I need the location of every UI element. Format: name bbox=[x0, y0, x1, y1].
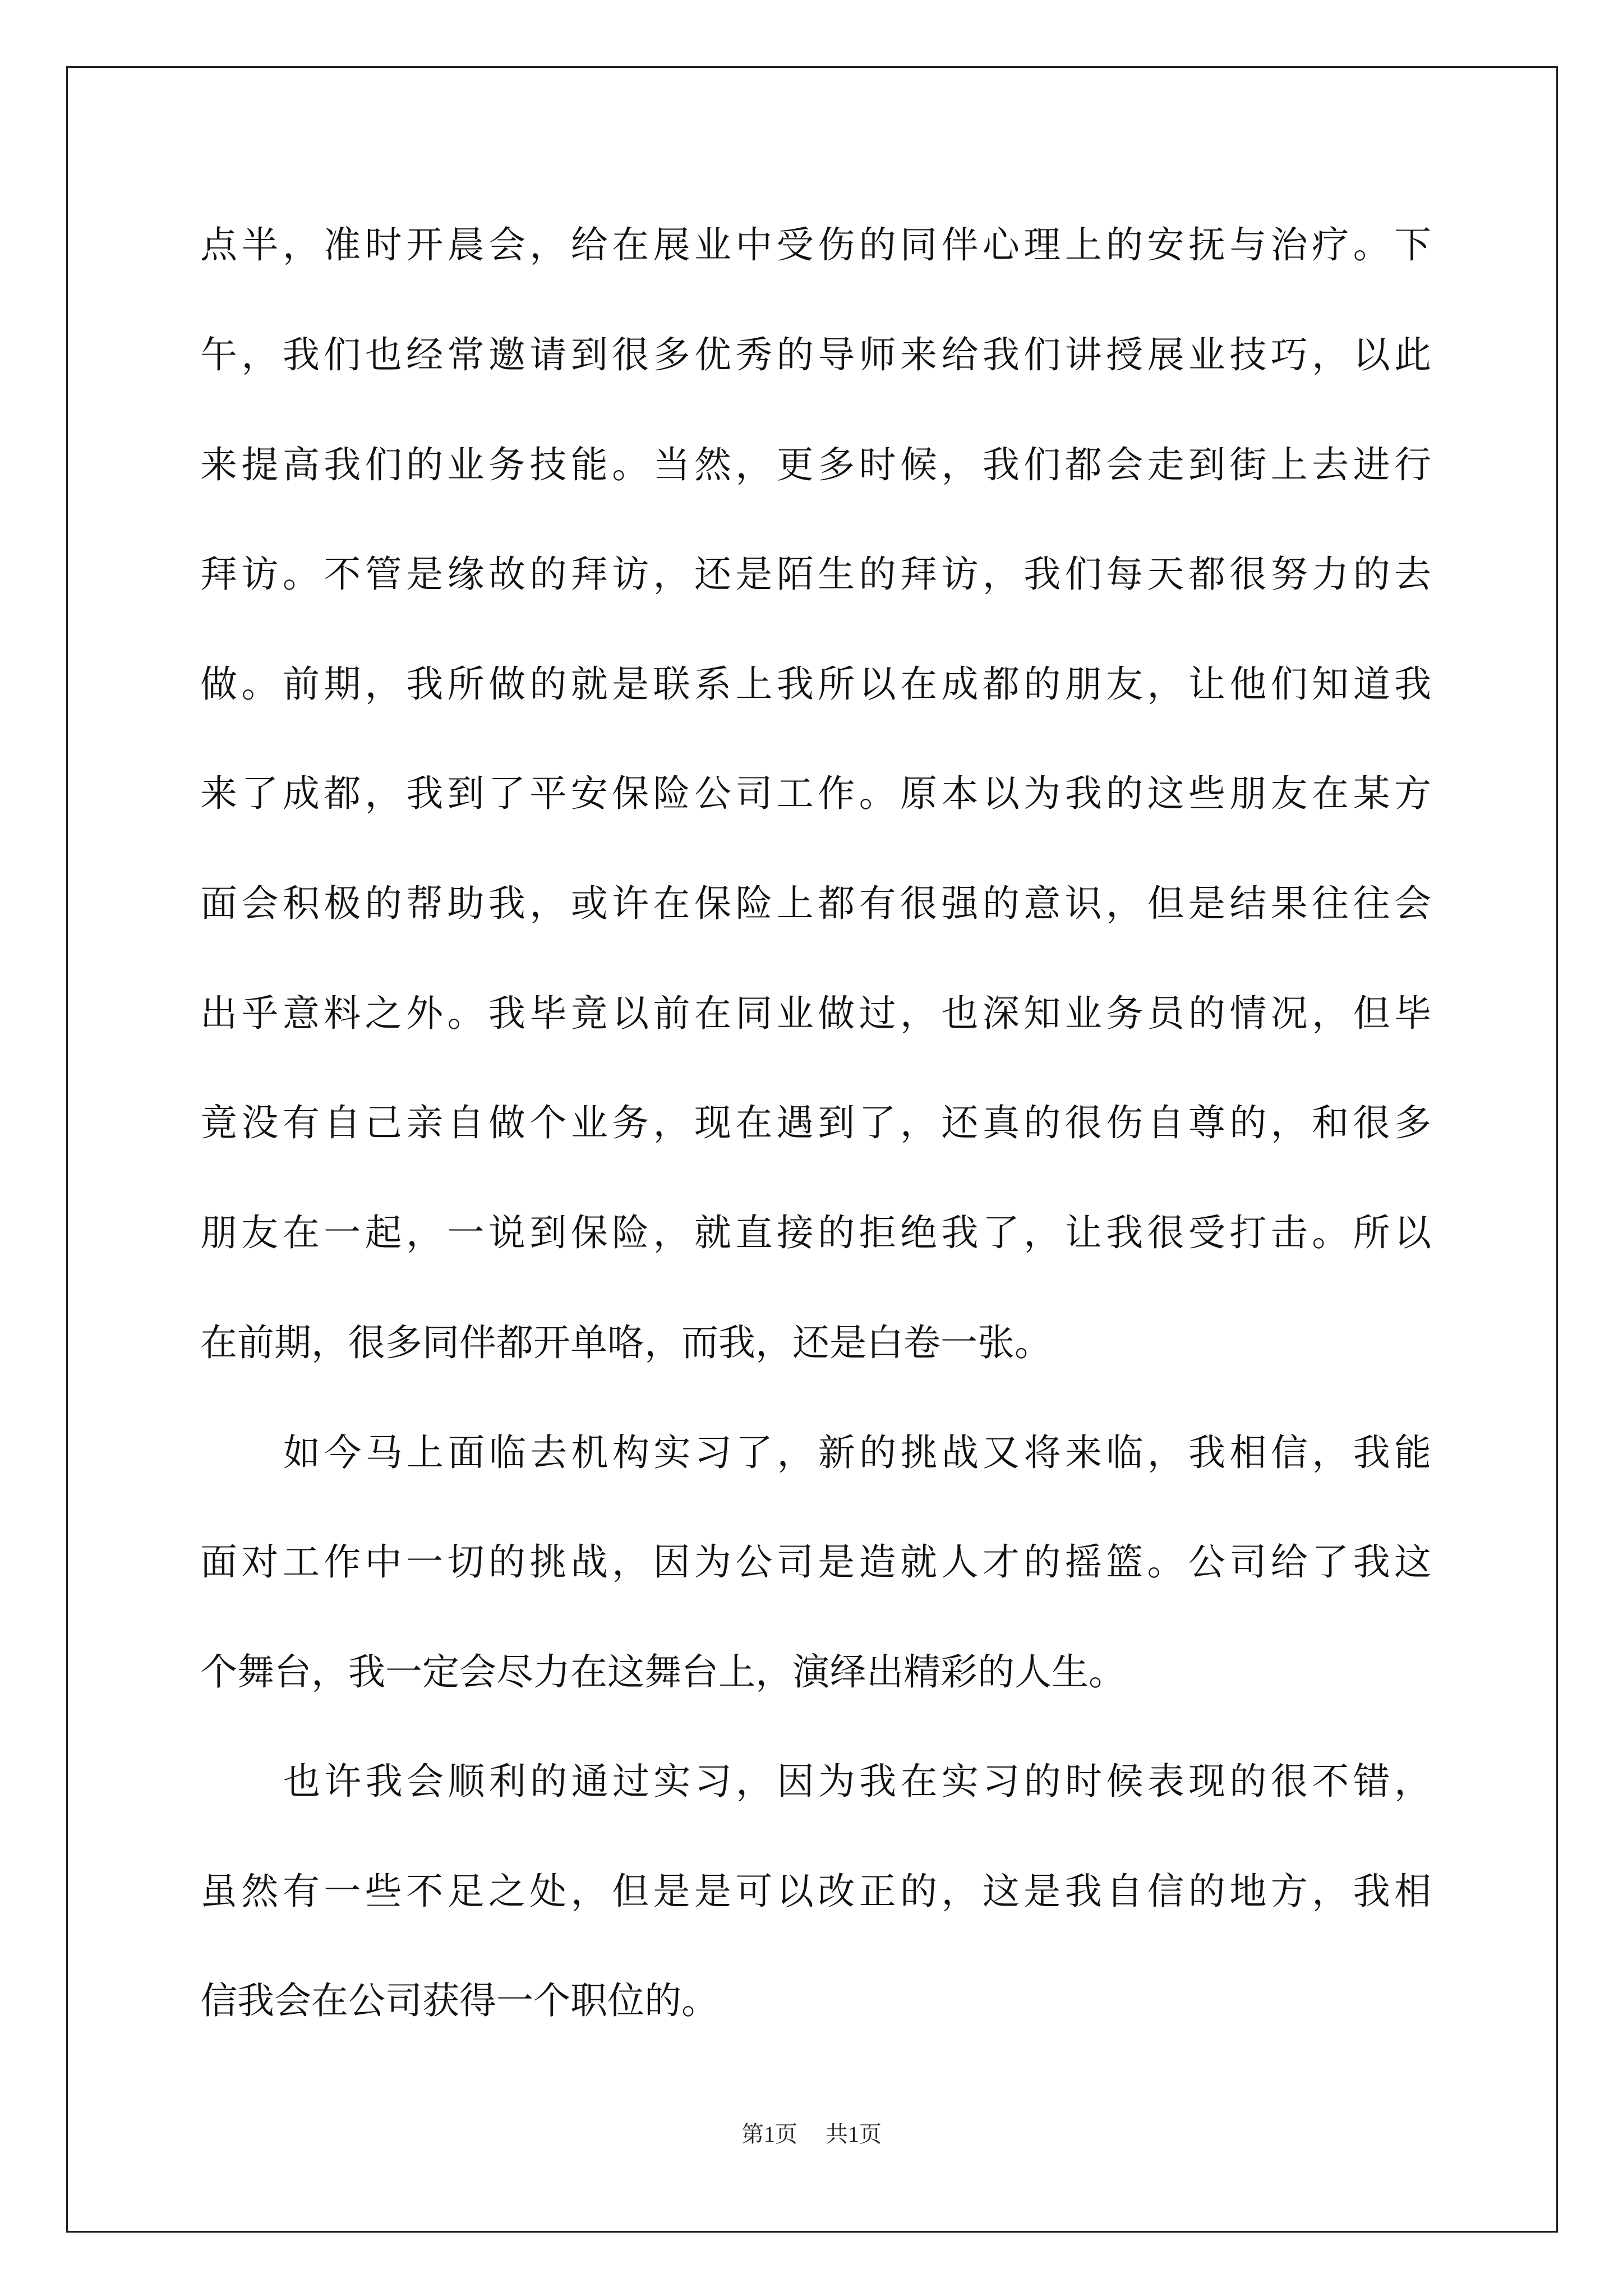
paragraph-line: 竟没有自己亲自做个业务，现在遇到了，还真的很伤自尊的，和很多 bbox=[200, 1101, 1431, 1144]
paragraph-line: 来提高我们的业务技能。当然，更多时候，我们都会走到街上去进行 bbox=[200, 443, 1431, 486]
paragraph-line: 如今马上面临去机构实习了，新的挑战又将来临，我相信，我能 bbox=[283, 1431, 1431, 1474]
paragraph-line: 点半，准时开晨会，给在展业中受伤的同伴心理上的安抚与治疗。下 bbox=[200, 223, 1431, 266]
page-number: 第1页 bbox=[741, 2122, 797, 2147]
paragraph-line: 拜访。不管是缘故的拜访，还是陌生的拜访，我们每天都很努力的去 bbox=[200, 553, 1431, 596]
paragraph-line: 也许我会顺利的通过实习，因为我在实习的时候表现的很不错， bbox=[283, 1760, 1431, 1803]
paragraph-line: 在前期，很多同伴都开单咯，而我，还是白卷一张。 bbox=[200, 1321, 1052, 1364]
paragraph-line: 个舞台，我一定会尽力在这舞台上，演绎出精彩的人生。 bbox=[200, 1650, 1126, 1694]
paragraph-line: 做。前期，我所做的就是联系上我所以在成都的朋友，让他们知道我 bbox=[200, 662, 1431, 706]
paragraph-line: 午，我们也经常邀请到很多优秀的导师来给我们讲授展业技巧，以此 bbox=[200, 333, 1431, 376]
paragraph-line: 出乎意料之外。我毕竟以前在同业做过，也深知业务员的情况，但毕 bbox=[200, 992, 1431, 1035]
paragraph-line: 信我会在公司获得一个职位的。 bbox=[200, 1979, 718, 2022]
page-footer bbox=[0, 2120, 1623, 2148]
paragraph-line: 面会积极的帮助我，或许在保险上都有很强的意识，但是结果往往会 bbox=[200, 882, 1431, 925]
page-total: 共1页 bbox=[826, 2122, 882, 2147]
paragraph-line: 虽然有一些不足之处，但是是可以改正的，这是我自信的地方，我相 bbox=[200, 1870, 1431, 1913]
paragraph-line: 来了成都，我到了平安保险公司工作。原本以为我的这些朋友在某方 bbox=[200, 772, 1431, 815]
paragraph-line: 朋友在一起，一说到保险，就直接的拒绝我了，让我很受打击。所以 bbox=[200, 1211, 1431, 1254]
paragraph-line: 面对工作中一切的挑战，因为公司是造就人才的摇篮。公司给了我这 bbox=[200, 1540, 1431, 1584]
